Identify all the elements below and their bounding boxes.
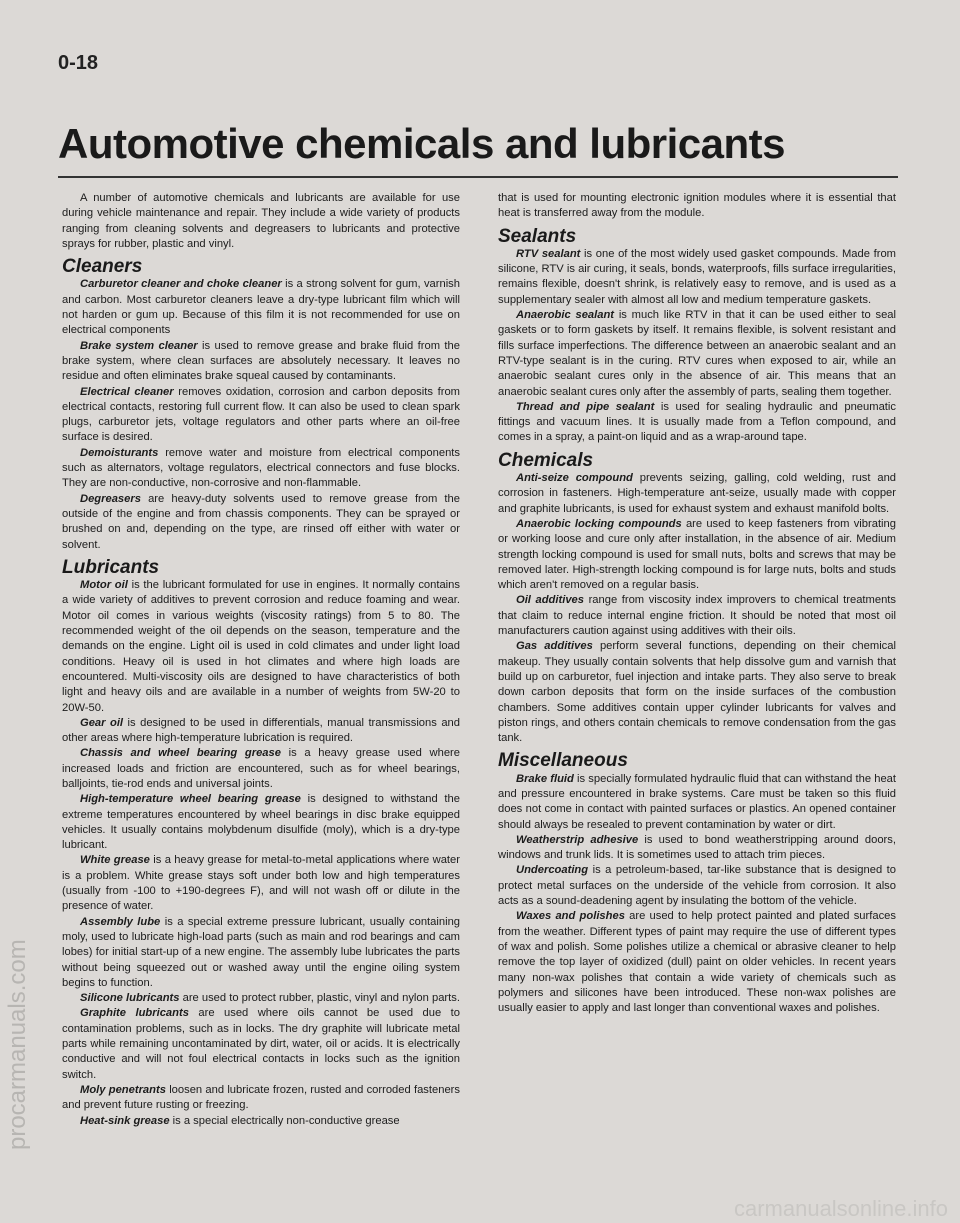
footer-watermark: carmanualsonline.info <box>733 1196 948 1221</box>
entry-term: Anti-seize compound <box>516 472 633 485</box>
entry-term: Weatherstrip adhesive <box>516 833 639 846</box>
entry-paragraph <box>62 492 460 553</box>
entry-paragraph <box>498 593 896 639</box>
entry-paragraph <box>62 915 460 991</box>
entry-text: is used for sealing hydraulic and pneumatic fittings and vacuum lines. It is usually made from a Teflon compound, and comes in a spray, a paint-on liquid and as a wrap-around tape. <box>498 400 896 444</box>
entry-text: loosen and lubricate frozen, rusted and corroded fasteners and prevent future rusting or freezing. <box>62 1083 460 1112</box>
entry-term: Gear oil <box>80 716 124 729</box>
entry-text: range from viscosity index improvers to chemical treatments that claim to reduce internal engine friction. It should be noted that most oil manufacturers caution against using additives with their oils. <box>498 594 896 638</box>
entry-paragraph <box>62 385 460 446</box>
entry-text: perform several functions, depending on their chemical makeup. They usually contain solvents that help dissolve gum and varnish that build up on carburetor, fuel injection and intake parts. They also serve to break down carbon deposits that form on the inside surfaces of the combustion chambers. Some additives contain upper cylinder lubricants for valves and piston rings, and others contain chemicals to remove condensation from the gas tank. <box>498 640 896 745</box>
entry-paragraph <box>62 991 460 1006</box>
entry-paragraph <box>62 746 460 792</box>
entry-paragraph <box>498 833 896 864</box>
entry-term: Brake fluid <box>516 772 574 785</box>
continued-paragraph: that is used for mounting electronic ignition modules where it is essential that heat is transferred away from the module. <box>498 192 896 220</box>
entry-term: High-temperature wheel bearing grease <box>80 793 301 806</box>
entry-term: Graphite lubricants <box>80 1007 189 1020</box>
page-title: Automotive chemicals and lubricants <box>58 120 786 167</box>
section-heading-lubricants: Lubricants <box>62 556 160 578</box>
entry-paragraph <box>62 277 460 338</box>
entry-text: is designed to withstand the extreme temperatures encountered by wheel bearings in disc brake equipped vehicles. It usually contains molybdenum disulfide (moly), which is a dry-type lubricant. <box>62 793 460 852</box>
entry-text: is one of the most widely used gasket compounds. Made from silicone, RTV is air curing, it seals, bonds, waterproofs, fills surface irregularities, remains flexible, doesn't shrink, is relatively easy to remove, and is used as a supplementary sealer with almost all low and medium temperature gaskets. <box>498 247 896 306</box>
entry-text: is a heavy grease used where increased loads and friction are encountered, such as for wheel bearings, balljoints, tie-rod ends and universal joints. <box>62 747 460 790</box>
entry-text: is a heavy grease for metal-to-metal applications where water is a problem. White grease stays soft under both low and high temperatures (usually from -100 to +190-degrees F), and will not wash off or dilute in the presence of water. <box>62 854 460 913</box>
entry-text: is used to bond weatherstripping around doors, windows and trunk lids. It is sometimes used to attach trim pieces. <box>498 833 896 862</box>
entry-paragraph <box>62 716 460 747</box>
entry-paragraph <box>62 1006 460 1082</box>
entry-term: Thread and pipe sealant <box>516 400 655 413</box>
entry-paragraph <box>62 1083 460 1114</box>
entry-text: are used to help protect painted and plated surfaces from the weather. Different types of paint may require the use of different types of wax and polish. Some polishes utilize a chemical or abrasive cleaner to help remove the top layer of oxidized (dull) paint on older vehicles. In recent years many non-wax polishes that contain a wide variety of chemicals such as polymers and silicones have been introduced. These non-wax polishes are usually easier to apply and last longer than conventional waxes and polishes. <box>498 910 896 1015</box>
section-heading-cleaners: Cleaners <box>62 256 143 278</box>
right-column <box>498 191 896 1016</box>
entry-paragraph <box>62 446 460 492</box>
entry-term: Brake system cleaner <box>80 339 198 352</box>
entry-text: removes oxidation, corrosion and carbon deposits from electrical contacts, restoring full current flow. It can also be used to clean spark plugs, carburetor jets, voltage regulators and other parts where an oil-free surface is desired. <box>62 385 460 444</box>
entry-text: is the lubricant formulated for use in engines. It normally contains a wide variety of additives to prevent corrosion and reduce foaming and wear. Motor oil comes in various weights (viscosity ratings) from 5 to 80. The recommended weight of the oil depends on the season, temperature and the demands on the engine. Light oil is used in cold climates and under light load conditions. Heavy oil is used in hot climates and where high loads are encountered. Multi-viscosity oils are designed to have characteristics of both light and heavy oils and are available in a number of weights from 5W-20 to 20W-50. <box>62 579 460 714</box>
entry-text: is used to remove grease and brake fluid from the brake system, where clean surfaces are absolutely necessary. It leaves no residue and often eliminates brake squeal caused by contaminants. <box>62 339 460 383</box>
entry-term: Oil additives <box>516 594 584 607</box>
entry-text: are used to protect rubber, plastic, vinyl and nylon parts. <box>179 992 460 1005</box>
entry-term: Electrical cleaner <box>80 385 174 398</box>
entry-term: Assembly lube <box>80 915 161 928</box>
entry-term: Silicone lubricants <box>80 992 180 1005</box>
entry-paragraph <box>62 1114 460 1129</box>
section-heading-chemicals: Chemicals <box>498 449 594 471</box>
entry-term: Anaerobic sealant <box>516 309 615 322</box>
entry-text: is a special extreme pressure lubricant, usually containing moly, used to lubricate high-load parts (such as main and rod bearings and cam lobes) for initial start-up of a new engine. The assembly lube lubricates the parts without being squeezed out or washed away until the engine oiling system begins to function. <box>62 915 461 989</box>
entry-text: prevents seizing, galling, cold welding, rust and corrosion in fasteners. High-temperature ant-seize, usually made with copper and graphite lubricants, is used for exhaust system and exhaust manifold bolts. <box>498 472 897 515</box>
entry-text: is much like RTV in that it can be used either to seal gaskets or to form gaskets by itself. It remains flexible, is solvent resistant and fills surface imperfections. The difference between an anaerobic sealant and an RTV-type sealant is in the curing. RTV cures when exposed to air, while an anaerobic sealant cures only in the absence of air. This means that an anaerobic sealant cures only after the assembly of parts, sealing them together. <box>498 309 896 398</box>
entry-paragraph <box>498 639 896 746</box>
entry-term: Heat-sink grease <box>80 1114 170 1127</box>
entry-text: are heavy-duty solvents used to remove grease from the outside of the engine and from chassis components. They can be sprayed or brushed on and, depending on the type, are rinsed off either with water or solvent. <box>62 492 460 551</box>
entry-paragraph <box>62 853 460 914</box>
entry-term: RTV sealant <box>516 247 581 260</box>
entry-term: Moly penetrants <box>80 1083 166 1096</box>
entry-text: is a strong solvent for gum, varnish and carbon. Most carburetor cleaners leave a dry-type lubricant film which will not harden or gum up. Because of this film it is not recommended for use on electrical components <box>62 278 461 337</box>
entry-term: Waxes and polishes <box>516 910 625 923</box>
entry-text: are used to keep fasteners from vibrating or working loose and cure only after installation, in the absence of air. Medium strength locking compound is used for small nuts, bolts and screws that may be removed later. High-strength locking compound is for large nuts, bolts and studs which aren't removed on a regular basis. <box>498 517 896 592</box>
side-watermark: procarmanuals.com <box>4 939 31 1150</box>
entry-paragraph <box>62 339 460 385</box>
entry-term: Carburetor cleaner and choke cleaner <box>80 278 282 291</box>
section-heading-miscellaneous: Miscellaneous <box>498 750 628 772</box>
entry-term: Demoisturants <box>80 446 159 459</box>
entry-paragraph <box>62 578 460 716</box>
entry-paragraph <box>498 471 896 517</box>
entry-term: Undercoating <box>516 864 589 877</box>
entry-term: Gas additives <box>516 640 593 653</box>
entry-term: Chassis and wheel bearing grease <box>80 747 281 760</box>
left-column <box>62 191 460 1129</box>
entry-text: is a special electrically non-conductive grease <box>169 1114 400 1127</box>
page-number: 0-18 <box>58 52 99 74</box>
entry-text: are used where oils cannot be used due to contamination problems, such as in locks. The dry graphite will lubricate metal parts while remaining uncontaminated by dirt, water, oil or acids. It is electrically conductive and will not foul electrical contacts in locks such as the ignition switch. <box>62 1007 460 1081</box>
entry-paragraph <box>498 517 896 593</box>
title-rule <box>58 176 898 178</box>
entry-paragraph <box>498 909 896 1016</box>
section-heading-sealants: Sealants <box>498 225 577 247</box>
entry-text: is a petroleum-based, tar-like substance that is designed to protect metal surfaces on the underside of the vehicle from corrosion. It also acts as a sound-deadening agent by insulating the bottom of the vehicle. <box>498 864 896 908</box>
entry-term: White grease <box>80 854 150 867</box>
entry-paragraph <box>62 792 460 853</box>
entry-text: remove water and moisture from electrical components such as alternators, voltage regulators, electrical connectors and fuse blocks. They are non-conductive, non-corrosive and non-flammable. <box>62 446 460 490</box>
entry-paragraph <box>498 247 896 308</box>
entry-text: is designed to be used in differentials, manual transmissions and other areas where high-temperature lubrication is required. <box>62 716 460 745</box>
entry-paragraph <box>498 772 896 833</box>
entry-paragraph <box>498 400 896 446</box>
entry-text: is specially formulated hydraulic fluid that can withstand the heat and pressure encountered in brake systems. Care must be taken so this fluid does not come in contact with painted surfaces or plastics. An opened container should always be resealed to prevent contamination by water or dirt. <box>498 772 896 831</box>
entry-term: Anaerobic locking compounds <box>516 517 682 530</box>
entry-paragraph <box>498 308 896 400</box>
entry-paragraph <box>498 863 896 909</box>
entry-term: Motor oil <box>80 579 128 592</box>
entry-term: Degreasers <box>80 492 141 505</box>
intro-paragraph: A number of automotive chemicals and lubricants are available for use during vehicle maintenance and repair. They include a wide variety of products ranging from cleaning solvents and degreasers to lubricants and protective sprays for rubber, plastic and vinyl. <box>62 192 460 250</box>
